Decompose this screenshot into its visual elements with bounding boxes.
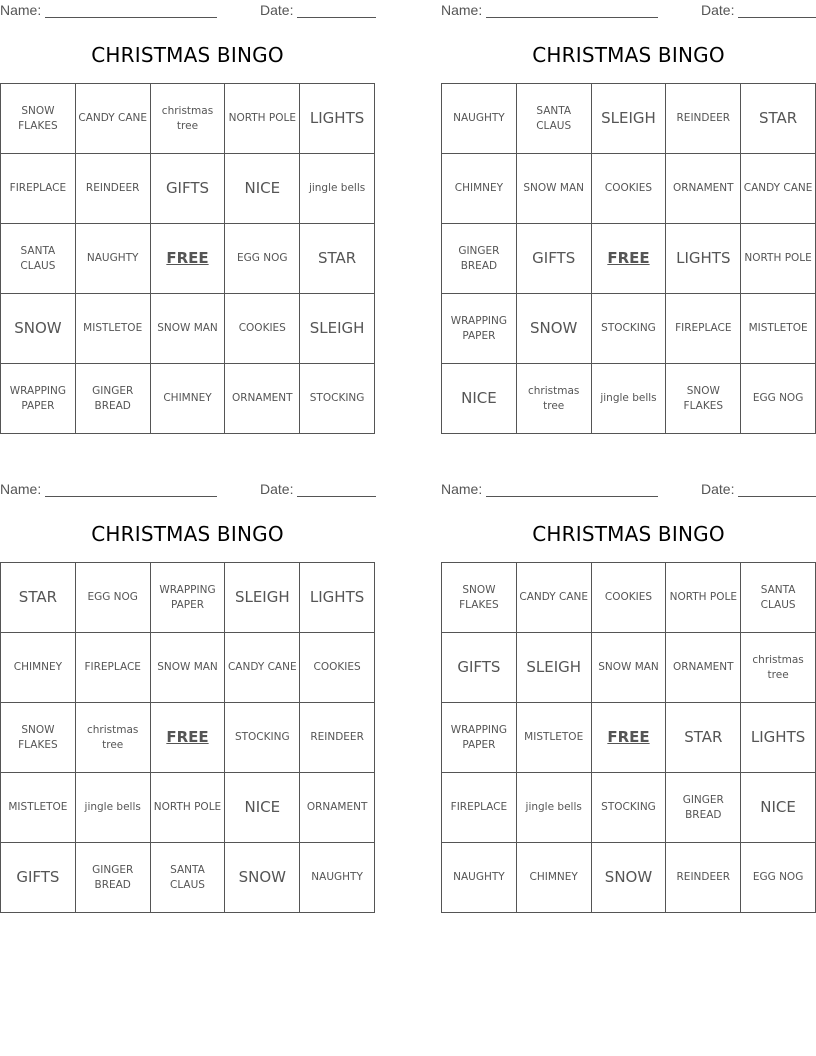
bingo-cell: EGG NOG bbox=[741, 364, 816, 434]
bingo-cell: STAR bbox=[300, 224, 375, 294]
date-label: Date: bbox=[701, 481, 735, 497]
bingo-row bbox=[1, 843, 375, 913]
bingo-cell: COOKIES bbox=[591, 563, 666, 633]
bingo-row bbox=[1, 633, 375, 703]
bingo-cell: NORTH POLE bbox=[150, 773, 225, 843]
bingo-row bbox=[442, 154, 816, 224]
bingo-cell: SANTA CLAUS bbox=[150, 843, 225, 913]
free-space: FREE bbox=[150, 703, 225, 773]
bingo-cell: ORNAMENT bbox=[300, 773, 375, 843]
bingo-cell: LIGHTS bbox=[741, 703, 816, 773]
bingo-cell: jingle bells bbox=[75, 773, 150, 843]
bingo-cell: SLEIGH bbox=[591, 84, 666, 154]
bingo-cell: SLEIGH bbox=[225, 563, 300, 633]
bingo-cell: SNOW bbox=[516, 294, 591, 364]
date-line bbox=[297, 17, 376, 18]
bingo-cell: SNOW FLAKES bbox=[442, 563, 517, 633]
bingo-cell: CHIMNEY bbox=[150, 364, 225, 434]
bingo-cell: FIREPLACE bbox=[442, 773, 517, 843]
free-space: FREE bbox=[591, 224, 666, 294]
bingo-cell: ORNAMENT bbox=[225, 364, 300, 434]
bingo-cell: NORTH POLE bbox=[666, 563, 741, 633]
bingo-cell: GIFTS bbox=[150, 154, 225, 224]
bingo-row bbox=[1, 364, 375, 434]
bingo-cell: COOKIES bbox=[591, 154, 666, 224]
date-line bbox=[738, 496, 816, 497]
bingo-row bbox=[442, 773, 816, 843]
bingo-cell: FIREPLACE bbox=[666, 294, 741, 364]
bingo-cell: STAR bbox=[741, 84, 816, 154]
bingo-cell: SNOW bbox=[1, 294, 76, 364]
bingo-cell: christmas tree bbox=[516, 364, 591, 434]
bingo-cell: GINGER BREAD bbox=[666, 773, 741, 843]
bingo-cell: FIREPLACE bbox=[1, 154, 76, 224]
bingo-cell: SNOW FLAKES bbox=[666, 364, 741, 434]
bingo-cell: WRAPPING PAPER bbox=[150, 563, 225, 633]
bingo-cell: EGG NOG bbox=[75, 563, 150, 633]
date-line bbox=[297, 496, 376, 497]
bingo-cell: NICE bbox=[225, 773, 300, 843]
bingo-cell: ORNAMENT bbox=[666, 154, 741, 224]
bingo-cell: MISTLETOE bbox=[516, 703, 591, 773]
bingo-cell: STAR bbox=[666, 703, 741, 773]
bingo-cell: STOCKING bbox=[591, 294, 666, 364]
name-label: Name: bbox=[0, 2, 42, 18]
name-label: Name: bbox=[0, 481, 42, 497]
bingo-row bbox=[1, 773, 375, 843]
bingo-cell: SANTA CLAUS bbox=[1, 224, 76, 294]
bingo-cell: ORNAMENT bbox=[666, 633, 741, 703]
bingo-cell: NORTH POLE bbox=[225, 84, 300, 154]
card-title: CHRISTMAS BINGO bbox=[91, 522, 284, 546]
bingo-grid bbox=[0, 83, 375, 434]
bingo-cell: SLEIGH bbox=[516, 633, 591, 703]
bingo-grid bbox=[441, 562, 816, 913]
bingo-cell: CHIMNEY bbox=[442, 154, 517, 224]
name-line bbox=[45, 17, 217, 18]
bingo-cell: christmas tree bbox=[741, 633, 816, 703]
bingo-cell: FIREPLACE bbox=[75, 633, 150, 703]
bingo-cell: STOCKING bbox=[591, 773, 666, 843]
bingo-cell: SNOW bbox=[591, 843, 666, 913]
bingo-row bbox=[1, 84, 375, 154]
bingo-cell: SANTA CLAUS bbox=[516, 84, 591, 154]
bingo-row bbox=[1, 154, 375, 224]
card-title: CHRISTMAS BINGO bbox=[532, 522, 725, 546]
date-line bbox=[738, 17, 816, 18]
bingo-cell: NAUGHTY bbox=[300, 843, 375, 913]
bingo-cell: jingle bells bbox=[591, 364, 666, 434]
bingo-cell: NORTH POLE bbox=[741, 224, 816, 294]
bingo-row bbox=[442, 364, 816, 434]
date-label: Date: bbox=[260, 2, 294, 18]
name-date-bar bbox=[0, 481, 376, 499]
free-space: FREE bbox=[591, 703, 666, 773]
bingo-row bbox=[1, 563, 375, 633]
bingo-cell: GIFTS bbox=[516, 224, 591, 294]
bingo-row bbox=[442, 84, 816, 154]
bingo-cell: STOCKING bbox=[225, 703, 300, 773]
bingo-cell: SNOW MAN bbox=[150, 633, 225, 703]
bingo-cell: REINDEER bbox=[300, 703, 375, 773]
name-label: Name: bbox=[441, 2, 483, 18]
bingo-grid bbox=[0, 562, 375, 913]
bingo-grid bbox=[441, 83, 816, 434]
bingo-cell: NICE bbox=[741, 773, 816, 843]
bingo-row bbox=[442, 843, 816, 913]
bingo-cell: SNOW MAN bbox=[591, 633, 666, 703]
name-date-bar bbox=[441, 481, 816, 499]
bingo-cell: LIGHTS bbox=[300, 563, 375, 633]
bingo-row bbox=[1, 294, 375, 364]
bingo-cell: GINGER BREAD bbox=[75, 843, 150, 913]
bingo-cell: MISTLETOE bbox=[741, 294, 816, 364]
bingo-cell: SNOW MAN bbox=[516, 154, 591, 224]
bingo-cell: SLEIGH bbox=[300, 294, 375, 364]
name-date-bar bbox=[441, 2, 816, 20]
bingo-cell: SNOW MAN bbox=[150, 294, 225, 364]
free-space: FREE bbox=[150, 224, 225, 294]
bingo-row bbox=[442, 633, 816, 703]
bingo-cell: LIGHTS bbox=[666, 224, 741, 294]
bingo-cell: MISTLETOE bbox=[75, 294, 150, 364]
date-label: Date: bbox=[701, 2, 735, 18]
bingo-cell: GIFTS bbox=[442, 633, 517, 703]
bingo-cell: LIGHTS bbox=[300, 84, 375, 154]
bingo-cell: WRAPPING PAPER bbox=[1, 364, 76, 434]
bingo-cell: SNOW bbox=[225, 843, 300, 913]
bingo-cell: WRAPPING PAPER bbox=[442, 294, 517, 364]
bingo-cell: NAUGHTY bbox=[75, 224, 150, 294]
bingo-cell: GINGER BREAD bbox=[75, 364, 150, 434]
bingo-cell: CHIMNEY bbox=[516, 843, 591, 913]
name-line bbox=[45, 496, 217, 497]
bingo-cell: NICE bbox=[225, 154, 300, 224]
bingo-cell: NAUGHTY bbox=[442, 843, 517, 913]
bingo-row bbox=[442, 224, 816, 294]
bingo-cell: WRAPPING PAPER bbox=[442, 703, 517, 773]
card-title: CHRISTMAS BINGO bbox=[532, 43, 725, 67]
bingo-cell: SANTA CLAUS bbox=[741, 563, 816, 633]
bingo-cell: CHIMNEY bbox=[1, 633, 76, 703]
bingo-cell: GIFTS bbox=[1, 843, 76, 913]
date-label: Date: bbox=[260, 481, 294, 497]
bingo-row bbox=[442, 294, 816, 364]
bingo-cell: COOKIES bbox=[225, 294, 300, 364]
bingo-cell: REINDEER bbox=[666, 84, 741, 154]
name-line bbox=[486, 17, 658, 18]
bingo-cell: REINDEER bbox=[75, 154, 150, 224]
bingo-cell: REINDEER bbox=[666, 843, 741, 913]
bingo-cell: CANDY CANE bbox=[225, 633, 300, 703]
bingo-cell: SNOW FLAKES bbox=[1, 84, 76, 154]
bingo-cell: jingle bells bbox=[516, 773, 591, 843]
card-title: CHRISTMAS BINGO bbox=[91, 43, 284, 67]
bingo-cell: christmas tree bbox=[75, 703, 150, 773]
bingo-row bbox=[442, 563, 816, 633]
bingo-cell: CANDY CANE bbox=[516, 563, 591, 633]
bingo-row bbox=[1, 703, 375, 773]
bingo-cell: EGG NOG bbox=[741, 843, 816, 913]
bingo-cell: COOKIES bbox=[300, 633, 375, 703]
bingo-cell: NAUGHTY bbox=[442, 84, 517, 154]
bingo-cell: jingle bells bbox=[300, 154, 375, 224]
bingo-cell: NICE bbox=[442, 364, 517, 434]
name-line bbox=[486, 496, 658, 497]
bingo-cell: christmas tree bbox=[150, 84, 225, 154]
bingo-row bbox=[1, 224, 375, 294]
bingo-row bbox=[442, 703, 816, 773]
bingo-cell: MISTLETOE bbox=[1, 773, 76, 843]
bingo-cell: STAR bbox=[1, 563, 76, 633]
bingo-cell: GINGER BREAD bbox=[442, 224, 517, 294]
name-label: Name: bbox=[441, 481, 483, 497]
name-date-bar bbox=[0, 2, 376, 20]
bingo-cell: SNOW FLAKES bbox=[1, 703, 76, 773]
bingo-cell: STOCKING bbox=[300, 364, 375, 434]
bingo-cell: CANDY CANE bbox=[741, 154, 816, 224]
bingo-cell: EGG NOG bbox=[225, 224, 300, 294]
bingo-cell: CANDY CANE bbox=[75, 84, 150, 154]
